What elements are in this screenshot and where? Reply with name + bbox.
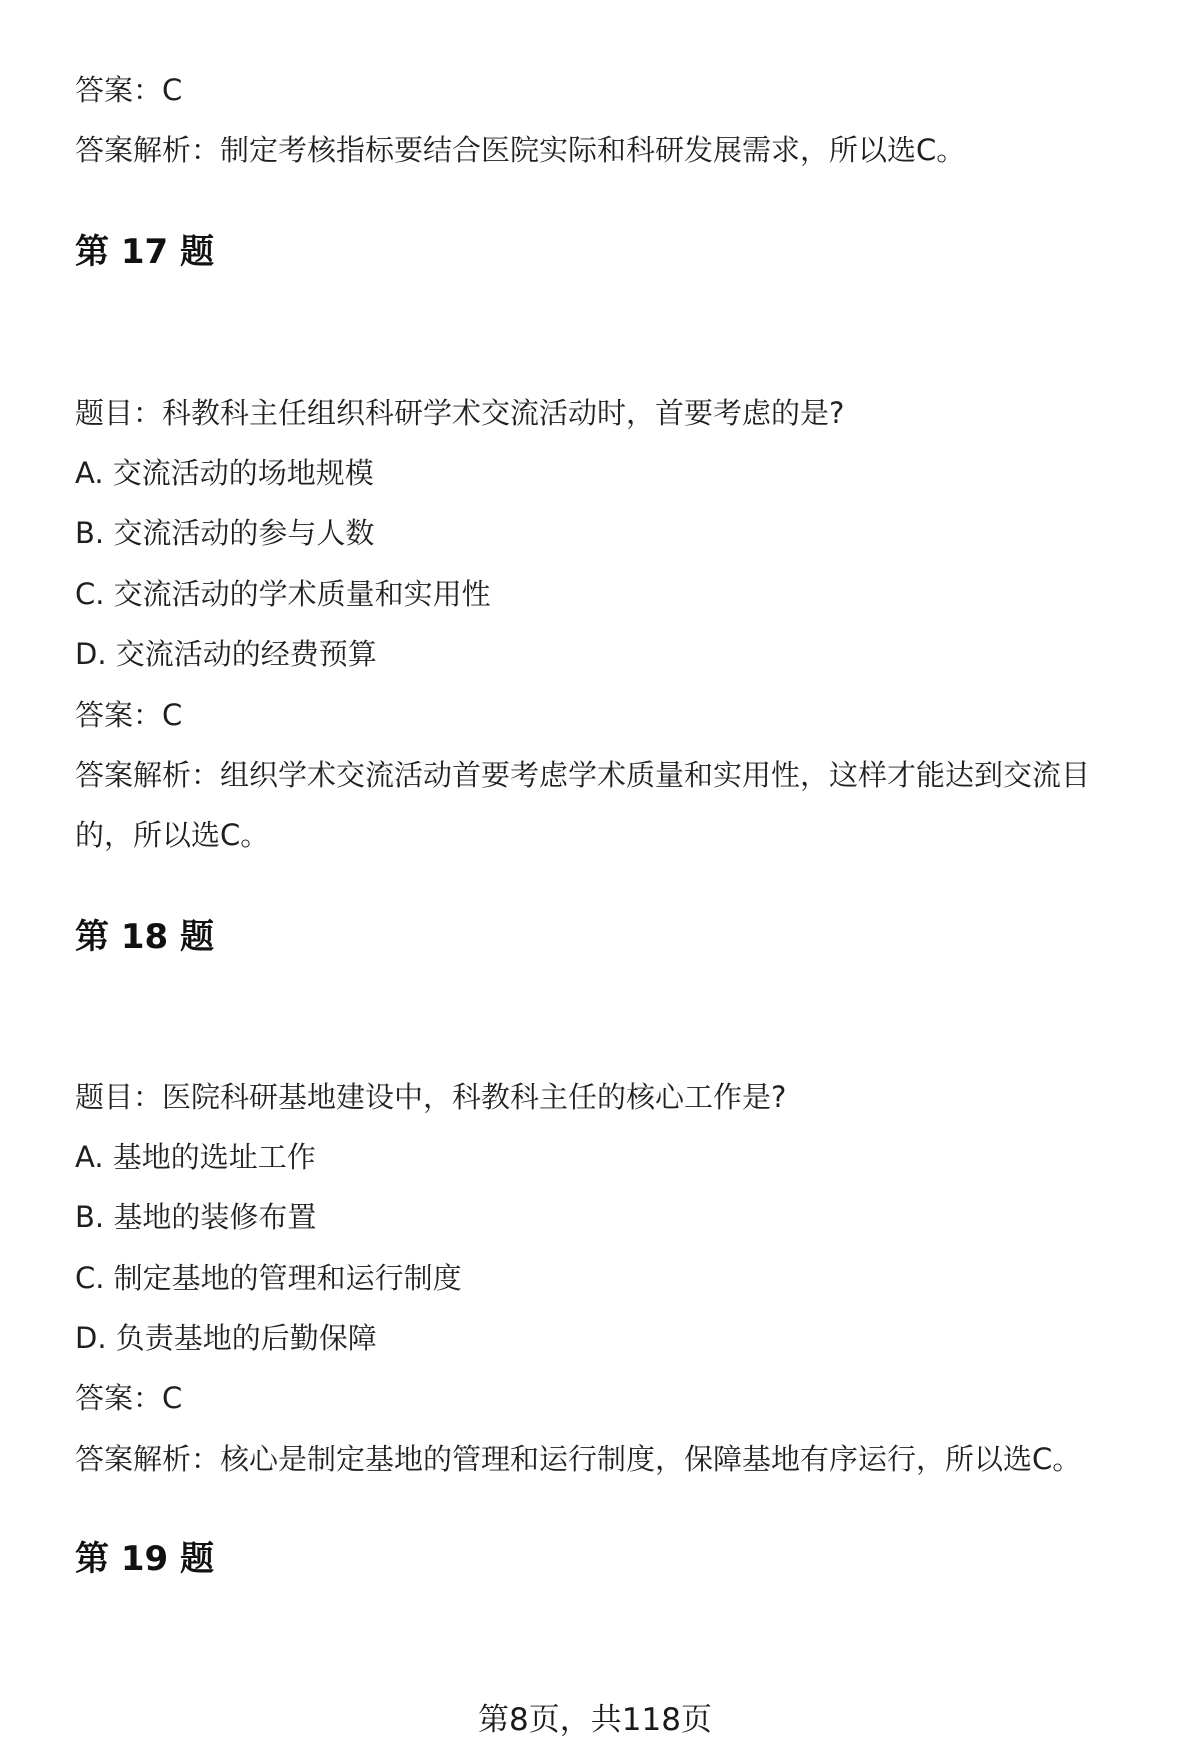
q17-option-a: A. 交流活动的场地规模: [75, 456, 374, 490]
q18-option-c: C. 制定基地的管理和运行制度: [75, 1261, 462, 1295]
q17-explanation-line1: 答案解析：组织学术交流活动首要考虑学术质量和实用性，这样才能达到交流目: [75, 758, 1091, 792]
q18-heading: 第 18 题: [75, 917, 214, 957]
q17-option-c: C. 交流活动的学术质量和实用性: [75, 577, 491, 611]
q17-option-b: B. 交流活动的参与人数: [75, 516, 375, 550]
q18-option-b: B. 基地的装修布置: [75, 1200, 317, 1234]
q17-question: 题目：科教科主任组织科研学术交流活动时，首要考虑的是?: [75, 396, 845, 430]
q19-heading: 第 19 题: [75, 1539, 214, 1579]
q17-explanation-line2: 的，所以选C。: [75, 818, 270, 852]
q16-answer: 答案：C: [75, 73, 183, 107]
q17-heading: 第 17 题: [75, 232, 214, 272]
q18-answer: 答案：C: [75, 1381, 183, 1415]
q18-explanation: 答案解析：核心是制定基地的管理和运行制度，保障基地有序运行，所以选C。: [75, 1442, 1082, 1476]
q17-answer: 答案：C: [75, 698, 183, 732]
page-number-footer: 第8页，共118页: [478, 1702, 712, 1738]
q18-option-a: A. 基地的选址工作: [75, 1140, 316, 1174]
q17-option-d: D. 交流活动的经费预算: [75, 637, 377, 671]
q18-question: 题目：医院科研基地建设中，科教科主任的核心工作是?: [75, 1080, 787, 1114]
q18-option-d: D. 负责基地的后勤保障: [75, 1321, 377, 1355]
q16-explanation: 答案解析：制定考核指标要结合医院实际和科研发展需求，所以选C。: [75, 133, 966, 167]
